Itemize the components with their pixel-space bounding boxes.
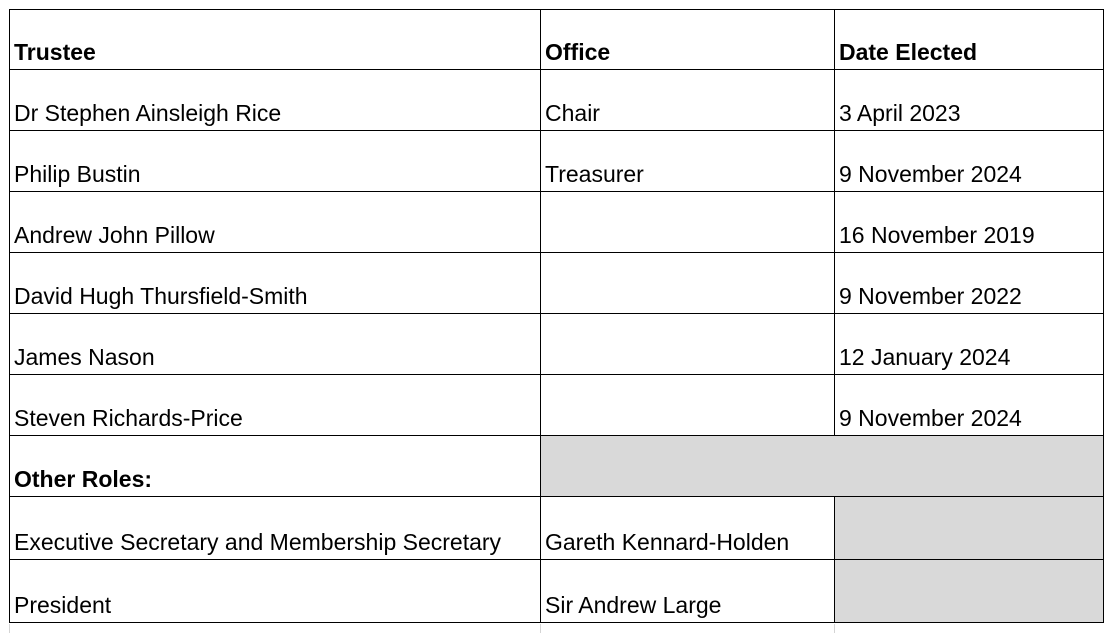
gridline [540, 624, 541, 633]
date-elected-cell[interactable]: 9 November 2022 [834, 253, 1104, 313]
merged-grey-cell[interactable] [540, 436, 1104, 496]
office-cell[interactable] [540, 314, 834, 374]
header-date-elected[interactable]: Date Elected [834, 10, 1104, 69]
table-row [9, 314, 1104, 375]
trustee-name-cell[interactable]: Philip Bustin [9, 131, 540, 191]
table-row [9, 497, 1104, 560]
date-elected-cell[interactable]: 16 November 2019 [834, 192, 1104, 252]
table-row [9, 375, 1104, 436]
date-elected-cell[interactable]: 9 November 2024 [834, 375, 1104, 435]
grey-empty-cell[interactable] [834, 497, 1104, 559]
next-row-gridlines [9, 624, 1104, 633]
table-row [9, 70, 1104, 131]
gridline [834, 624, 835, 633]
trustee-name-cell[interactable]: David Hugh Thursfield-Smith [9, 253, 540, 313]
trustees-table [9, 9, 1104, 623]
office-cell[interactable]: Chair [540, 70, 834, 130]
table-row [9, 560, 1104, 623]
grey-empty-cell[interactable] [834, 560, 1104, 622]
gridline [9, 624, 10, 633]
other-roles-heading-row [9, 436, 1104, 497]
office-cell[interactable] [540, 375, 834, 435]
office-cell[interactable]: Treasurer [540, 131, 834, 191]
office-cell[interactable] [540, 192, 834, 252]
header-office[interactable]: Office [540, 10, 834, 69]
role-holder-cell[interactable]: Sir Andrew Large [540, 560, 834, 622]
table-row [9, 253, 1104, 314]
date-elected-cell[interactable]: 3 April 2023 [834, 70, 1104, 130]
role-cell[interactable]: President [9, 560, 540, 622]
header-trustee[interactable]: Trustee [9, 10, 540, 69]
role-cell[interactable]: Executive Secretary and Membership Secretary [9, 497, 540, 559]
trustee-name-cell[interactable]: James Nason [9, 314, 540, 374]
table-row [9, 192, 1104, 253]
header-row [9, 9, 1104, 70]
office-cell[interactable] [540, 253, 834, 313]
date-elected-cell[interactable]: 12 January 2024 [834, 314, 1104, 374]
table-row [9, 131, 1104, 192]
trustee-name-cell[interactable]: Steven Richards-Price [9, 375, 540, 435]
other-roles-label[interactable]: Other Roles: [9, 436, 540, 496]
trustee-name-cell[interactable]: Dr Stephen Ainsleigh Rice [9, 70, 540, 130]
role-holder-cell[interactable]: Gareth Kennard-Holden [540, 497, 834, 559]
trustee-name-cell[interactable]: Andrew John Pillow [9, 192, 540, 252]
date-elected-cell[interactable]: 9 November 2024 [834, 131, 1104, 191]
